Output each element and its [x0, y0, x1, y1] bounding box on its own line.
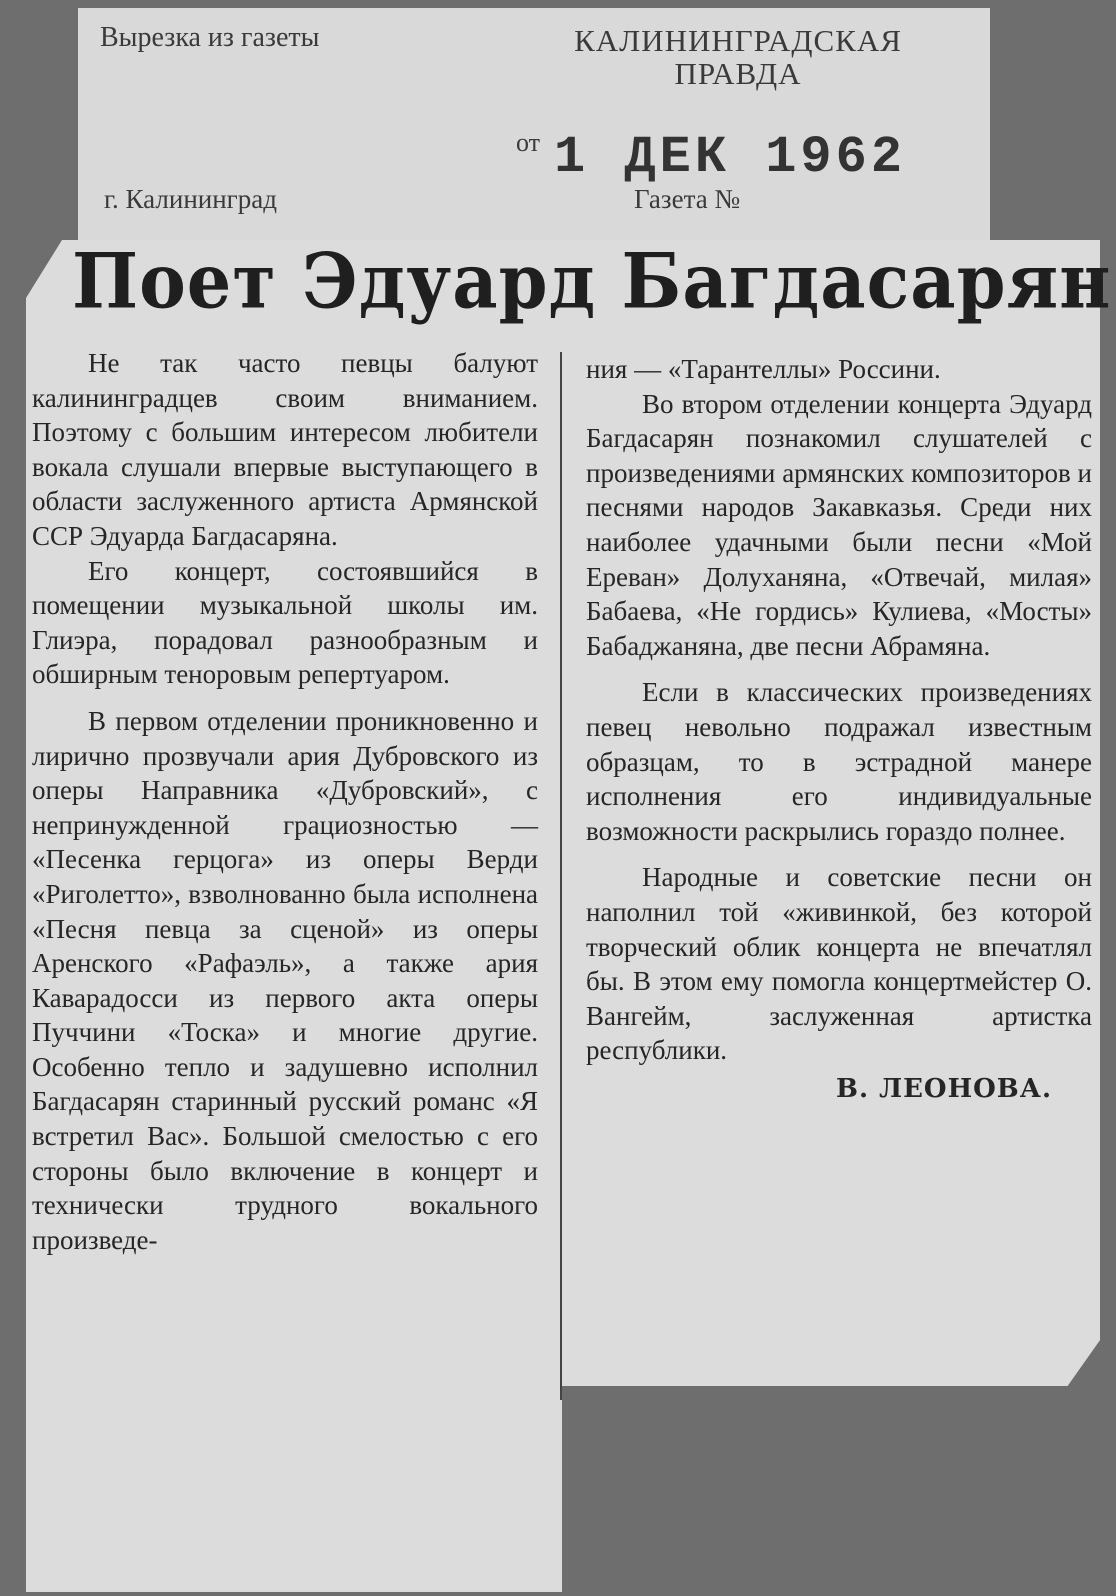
paragraph: В первом отделении проникновенно и лирично прозвучали ария Дубровского из оперы Направника «Дубровский», с непринужденной грациозностью — «Песенка герцога» из оперы Верди «Риголетто», взволнованно была исполнена «Песня певца за сценой» из оперы Аренского «Рафаэль», а также ария Каварадосси из первого акта оперы Пуччини «Тоска» и многие другие. Особенно тепло и задушевно исполнил Багдасарян старинный русский романс «Я встретил Вас». Большой смелостью с его стороны было включение в концерт и технически трудного вокального произведе- — [32, 705, 538, 1255]
date-prefix: от — [516, 128, 541, 157]
column-divider — [560, 352, 562, 1400]
paragraph: Если в классических произведениях певец невольно подражал известным образцам, то в эстрадной манере исполнения его индивидуальные возможности раскрылись гораздо полнее. — [586, 677, 1092, 846]
paragraph: Его концерт, состоявшийся в помещении музыкальной школы им. Глиэра, порадовал разнообразным и обширным теноровым репертуаром. — [32, 555, 538, 690]
clipping-label: Вырезка из газеты — [100, 22, 320, 53]
article-right-column — [586, 352, 1092, 1106]
paragraph: Не так часто певцы балуют калининградцев своим вниманием. Поэтому с большим интересом любители вокала слушали впервые выступающего в области заслуженного артиста Армянской ССР Эдуарда Багдасаряна. — [32, 348, 538, 551]
date-stamp: 1 ДЕК 1962 — [554, 128, 907, 187]
newspaper-name-line2: ПРАВДА — [674, 56, 802, 91]
article-left-column — [32, 346, 538, 1257]
paragraph: Во втором отделении концерта Эдуард Багдасарян познакомил слушателей с произведениями армянских композиторов и песнями народов Закавказья. Среди них наиболее удачными были песни «Мой Ереван» Долуханяна, «Отвечай, милая» Бабаева, «Не гордись» Кулиева, «Мосты» Бабаджаняна, две песни Абрамяна. — [586, 388, 1092, 661]
issue-label: Газета № — [634, 184, 741, 214]
newspaper-name-line1: КАЛИНИНГРАДСКАЯ — [574, 23, 902, 58]
city-label: г. Калининград — [104, 184, 277, 214]
author-signature: В. ЛЕОНОВА. — [836, 1073, 1052, 1104]
paragraph: ния — «Тарантеллы» Россини. — [586, 354, 941, 384]
newspaper-name — [538, 24, 938, 90]
clipping-stamp — [78, 8, 990, 240]
article-headline: Поет Эдуард Багдасарян — [72, 236, 1112, 326]
paragraph: Народные и советские песни он наполнил той «живинкой, без которой творческий облик концерта не впечатлял бы. В этом ему помогла концертмейстер О. Вангейм, заслуженная артистка республики. — [586, 862, 1092, 1066]
